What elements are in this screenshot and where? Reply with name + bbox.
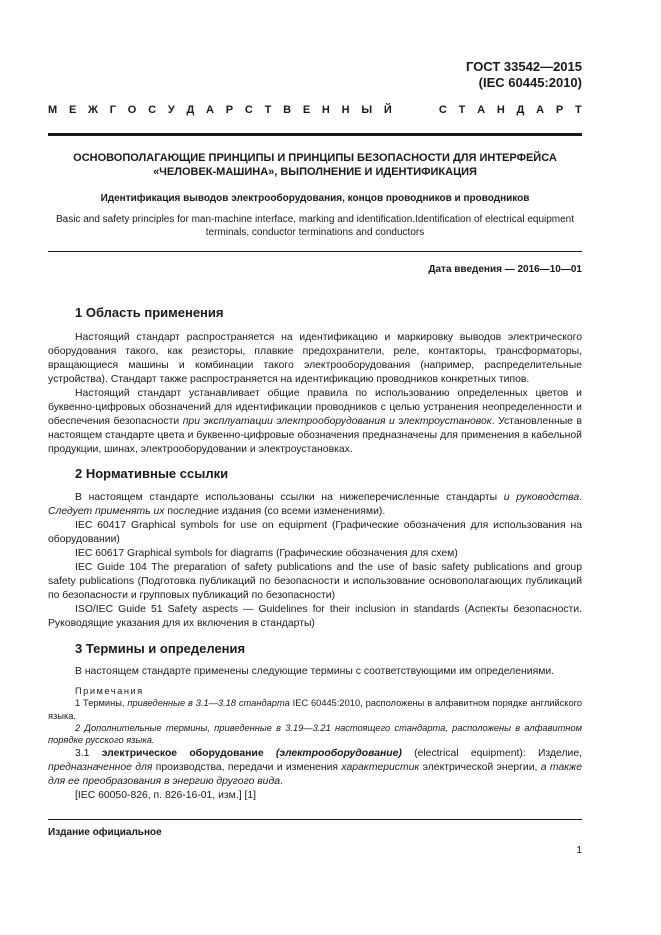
english-title-line-2: terminals, conductor terminations and conductors <box>205 227 425 238</box>
banner-letter: Д <box>516 104 525 116</box>
banner-letter: Т <box>458 104 466 116</box>
introduction-date: Дата введения — 2016—10—01 <box>428 264 582 275</box>
banner-letter: М <box>48 104 58 116</box>
section-1-heading: 1 Область применения <box>75 305 224 320</box>
standard-designation <box>466 59 582 91</box>
banner-letter: Д <box>186 104 195 116</box>
note-2: 2 Дополнительные термины, приведенные в 3.19—3.21 настоящего стандарта, расположены в алфавитном порядке русского языка. <box>48 722 582 746</box>
section-1-body <box>48 331 582 457</box>
banner-letter: Р <box>225 104 234 116</box>
reference-iso-iec-guide-51: ISO/IEC Guide 51 Safety aspects — Guidelines for their inclusion in standards (Аспекты безопасности. Руководящие указания для их включения в стандарты) <box>48 604 582 629</box>
english-title <box>48 213 582 239</box>
banner-letter: А <box>206 104 214 116</box>
term-3-1 <box>48 747 582 803</box>
section-1-paragraph-1: Настоящий стандарт распространяется на идентификацию и маркировку выводов электрического оборудования такого, как резисторы, плавкие предохранители, реле, контакторы, трансформаторы, вращающиеся машины и комбинации такого электрооборудования (например, распределительные устройства). Стандарт также распространяется на идентификацию проводников конкретных типов. <box>48 332 582 385</box>
header-rule <box>48 133 582 136</box>
banner-letter: С <box>438 104 447 116</box>
document-subtitle: Идентификация выводов электрооборудования, концов проводников и проводников <box>100 193 530 204</box>
section-2-body <box>48 491 582 631</box>
banner-letter: А <box>536 104 545 116</box>
section-2-heading: 2 Нормативные ссылки <box>75 466 229 481</box>
english-title-line-1: Basic and safety principles for man-machine interface, marking and identification.Identification of electrical equipment <box>55 214 575 225</box>
official-edition-label: Издание официальное <box>48 827 162 838</box>
section-3-notes <box>48 685 582 746</box>
title-line-1: ОСНОВОПОЛАГАЮЩИЕ ПРИНЦИПЫ И ПРИНЦИПЫ БЕЗОПАСНОСТИ ДЛЯ ИНТЕРФЕЙСА <box>73 152 557 164</box>
note-1: 1 Термины, приведенные в 3.1—3.18 стандарта IEC 60445:2010, расположены в алфавитном порядке английского языка. <box>48 698 582 721</box>
document-title <box>48 151 582 179</box>
banner-letter: Й <box>383 104 392 116</box>
banner-letter: А <box>477 104 486 116</box>
banner-letter: В <box>283 104 292 116</box>
banner-letter: Т <box>264 104 272 116</box>
banner-letter: Е <box>302 104 311 116</box>
footer-rule <box>48 819 582 820</box>
banner-letter: Р <box>555 104 564 116</box>
section-3-intro: В настоящем стандарте применены следующие термины с соответствующими им определениями. <box>75 666 555 677</box>
reference-iec-guide-104: IEC Guide 104 The preparation of safety publications and the use of basic safety publications and group safety publications (Подготовка публикаций по безопасности и использование основополагающих публикаций по безопасности и групповых публикаций по безопасности) <box>48 562 582 601</box>
title-rule <box>48 251 582 252</box>
banner-letter: Н <box>341 104 350 116</box>
banner-letter: О <box>127 104 137 116</box>
section-2-intro: В настоящем стандарте использованы ссылки на нижеперечисленные стандарты и руководства. Следует применять их последние издания (со всеми изменениями). <box>48 492 582 517</box>
page-number: 1 <box>576 845 582 856</box>
iec-number: (IEC 60445:2010) <box>478 75 582 90</box>
standard-number: ГОСТ 33542—2015 <box>466 59 582 74</box>
banner-letter: С <box>148 104 157 116</box>
banner-letter: Т <box>574 104 582 116</box>
title-line-2: «ЧЕЛОВЕК-МАШИНА», ВЫПОЛНЕНИЕ И ИДЕНТИФИКАЦИЯ <box>153 166 477 178</box>
banner-letter: Н <box>321 104 330 116</box>
banner-letter: Г <box>109 104 117 116</box>
banner-letter: Ы <box>361 104 373 116</box>
banner-letter: У <box>167 104 175 116</box>
banner-letter: Ж <box>88 104 98 116</box>
banner-letter: Н <box>496 104 505 116</box>
notes-title: Примечания <box>75 686 144 696</box>
term-source: [IEC 60050-826, п. 826-16-01, изм.] [1] <box>75 790 257 801</box>
section-3-heading: 3 Термины и определения <box>75 641 246 656</box>
banner-letter: Е <box>68 104 77 116</box>
reference-iec-60617: IEC 60617 Graphical symbols for diagrams (Графические обозначения для схем) <box>75 548 458 559</box>
reference-iec-60417: IEC 60417 Graphical symbols for use on equipment (Графические обозначения для использования на оборудовании) <box>48 520 582 545</box>
interstate-standard-banner <box>48 104 582 116</box>
banner-letter: С <box>244 104 253 116</box>
section-1-paragraph-2: Настоящий стандарт устанавливает общие правила по использованию определенных цветов и буквенно-цифровых обозначений для идентификации проводников с целью устранения неопределенности и обеспечения безопасности при эксплуатации электрооборудования и электроустановок. Установленные в настоящем стандарте цвета и буквенно-цифровые обозначения предназначены для применения в кабельной продукции, шинах, электрооборудовании и электроустановках. <box>48 388 582 455</box>
term-definition: 3.1 электрическое оборудование (электрооборудование) (electrical equipment): Изделие, предназначенное для производства, передачи и изменения характеристик электрической энергии, а также для ее преобразования в энергию другого вида. <box>48 748 583 787</box>
